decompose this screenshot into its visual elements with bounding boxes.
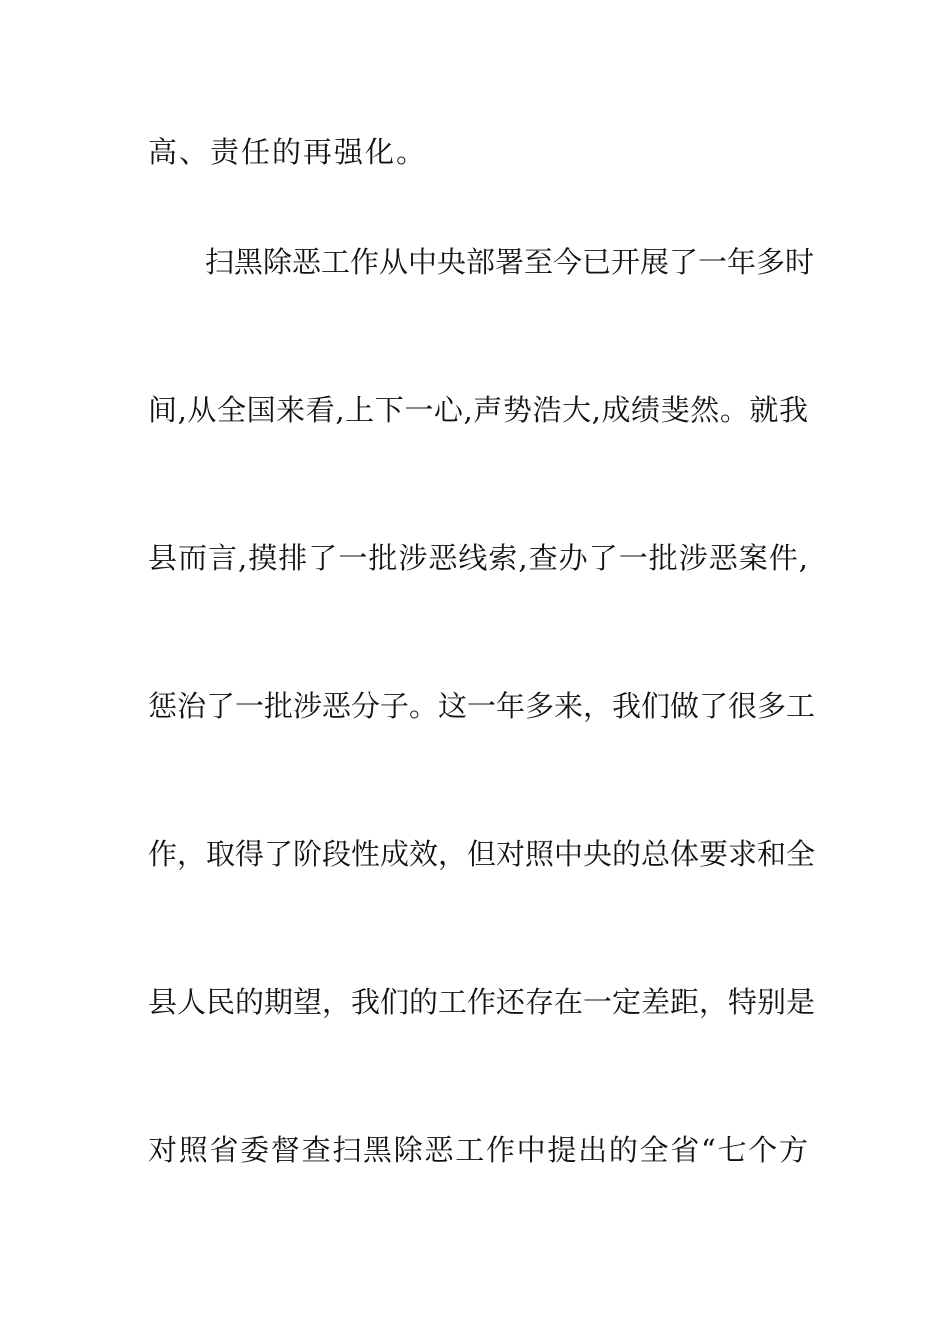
text-line-4: 县而言,摸排了一批涉恶线索,查办了一批涉恶案件, — [148, 541, 808, 575]
text-line-1: 高、责任的再强化。 — [148, 135, 428, 169]
text-line-5: 惩治了一批涉恶分子。这一年多来，我们做了很多工 — [148, 689, 816, 723]
paragraph-first-line: 扫黑除恶工作从中央部署至今已开展了一年多时 — [205, 245, 815, 279]
text-line-7: 县人民的期望，我们的工作还存在一定差距，特别是 — [148, 985, 816, 1019]
text-line-3: 间,从全国来看,上下一心,声势浩大,成绩斐然。就我 — [148, 393, 808, 427]
text-line-8: 对照省委督查扫黑除恶工作中提出的全省“七个方 — [148, 1133, 808, 1167]
text-line-6: 作，取得了阶段性成效，但对照中央的总体要求和全 — [148, 837, 816, 871]
